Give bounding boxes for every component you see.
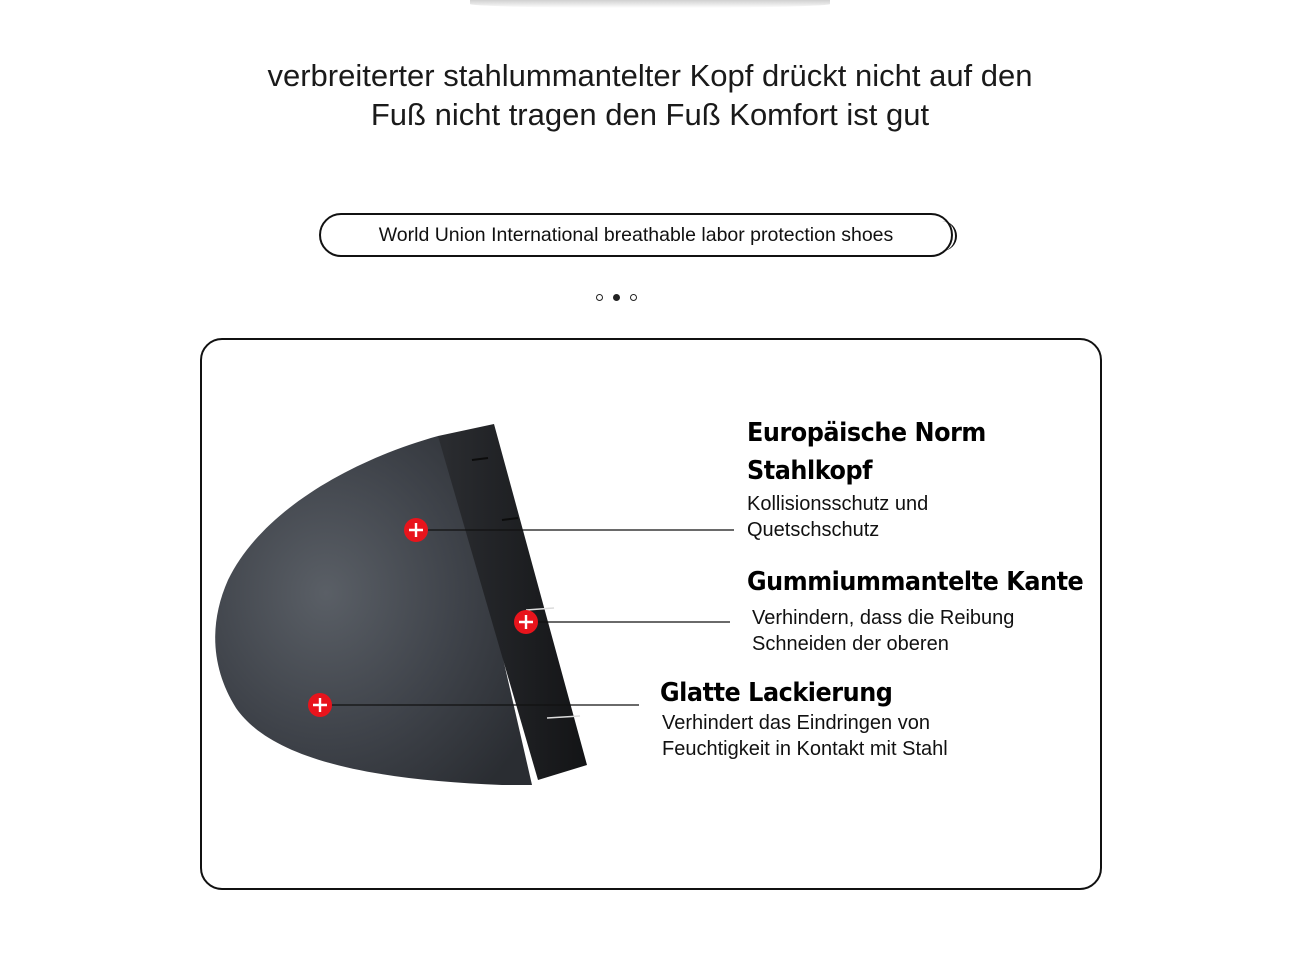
marker-plus-icon-2[interactable] (514, 610, 538, 634)
feature-1-title-line-1: Europäische Norm (747, 418, 986, 448)
feature-3-desc-line-1: Verhindert das Eindringen von (662, 712, 930, 734)
feature-2-desc-line-1: Verhindern, dass die Reibung (752, 607, 1015, 629)
feature-2-desc-line-2: Schneiden der oberen (752, 633, 949, 655)
feature-3-desc-line-2: Feuchtigkeit in Kontakt mit Stahl (662, 738, 948, 760)
carousel-dots (596, 294, 637, 301)
feature-2-title: Gummiummantelte Kante (747, 567, 1084, 597)
feature-panel (200, 338, 1102, 890)
carousel-dot-2[interactable] (613, 294, 620, 301)
headline-line-1: verbreiterter stahlummantelter Kopf drückt nicht auf den (267, 58, 1033, 93)
carousel-dot-3[interactable] (630, 294, 637, 301)
headline (150, 56, 1150, 134)
headline-line-2: Fuß nicht tragen den Fuß Komfort ist gut (370, 97, 930, 132)
marker-plus-icon-3[interactable] (308, 693, 332, 717)
feature-1-title-line-2: Stahlkopf (747, 456, 873, 486)
feature-3-title: Glatte Lackierung (660, 678, 893, 708)
marker-plus-icon-1[interactable] (404, 518, 428, 542)
top-edge-shadow (470, 0, 830, 8)
feature-1-desc-line-1: Kollisionsschutz und (747, 493, 929, 515)
brand-pill: World Union International breathable labor protection shoes (319, 213, 953, 257)
feature-1-desc-line-2: Quetschschutz (747, 519, 880, 541)
carousel-dot-1[interactable] (596, 294, 603, 301)
